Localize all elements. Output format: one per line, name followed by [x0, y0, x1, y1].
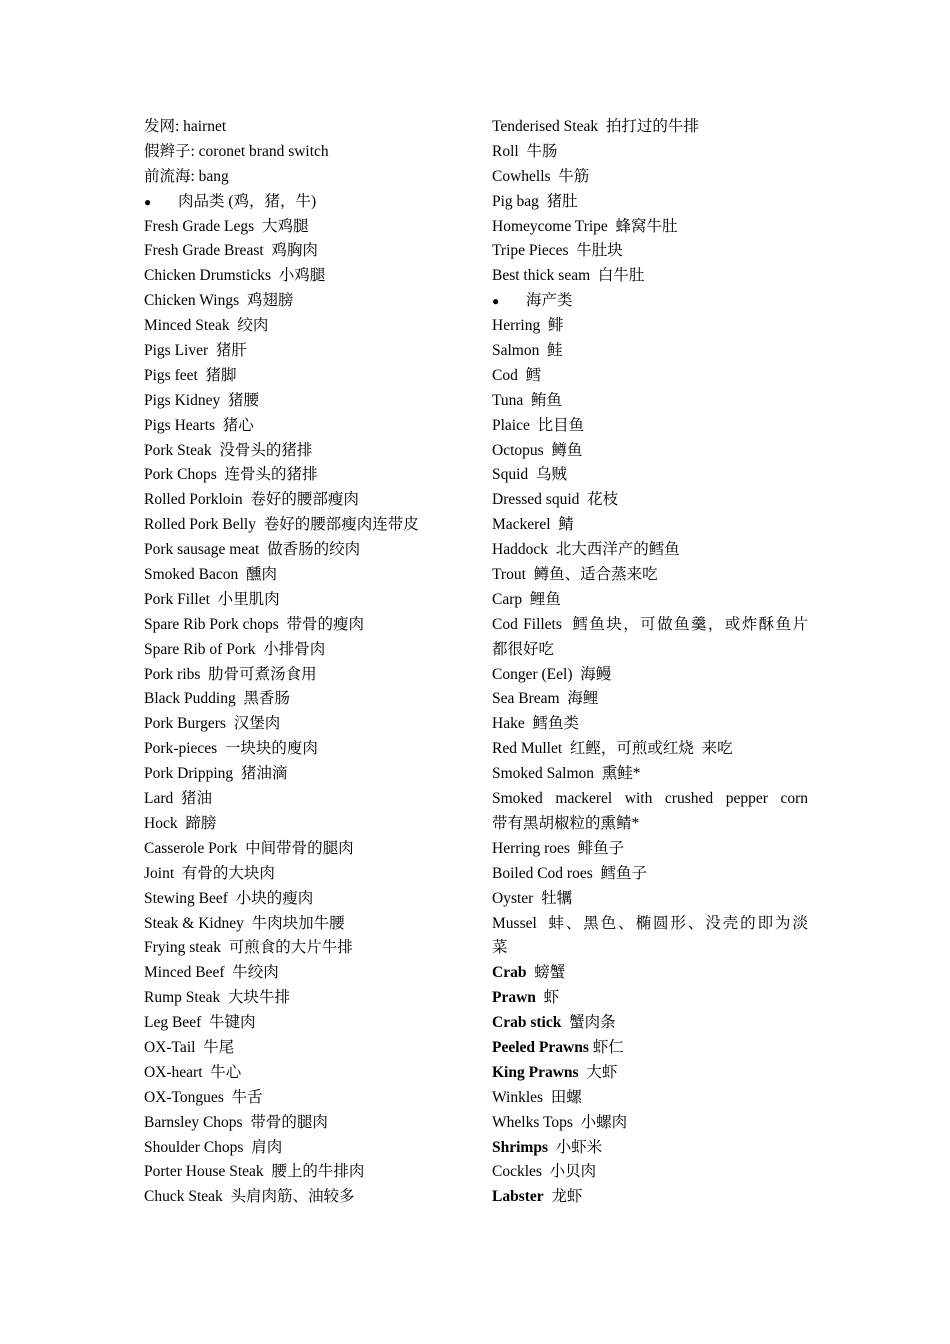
right-column — [492, 115, 808, 1210]
vocab-entry-fresh-grade-breast: Fresh Grade Breast 鸡胸肉 — [144, 242, 318, 260]
vocab-entry-spare-rib-of-pork: Spare Rib of Pork 小排骨肉 — [144, 640, 326, 658]
vocab-entry-shrimps — [492, 1136, 808, 1161]
vocab-entry-cod-fillets: Cod Fillets 鳕鱼块，可做鱼羹，或炸酥鱼片 — [492, 615, 808, 633]
vocab-entry-shoulder-chops: Shoulder Chops 肩肉 — [144, 1138, 283, 1156]
vocab-translation: 虾仁 — [588, 1038, 624, 1056]
vocab-entry-smoked-mackerel-with-crushed-pepper-corn: Smoked mackerel with crushed pepper corn — [492, 790, 808, 808]
vocab-entry-dressed-squid: Dressed squid 花枝 — [492, 491, 619, 509]
vocab-translation: 螃蟹 — [526, 964, 566, 982]
vocab-entry-continuation: 都很好吃 — [492, 640, 555, 658]
vocab-entry-coronet-brand-switch: 假辫子: coronet brand switch — [144, 142, 329, 160]
vocab-entry-rolled-pork-belly: Rolled Pork Belly 卷好的腰部瘦肉连带皮 — [144, 516, 419, 534]
vocab-entry-pigs-liver: Pigs Liver 猪肝 — [144, 342, 247, 360]
vocab-entry-oyster: Oyster 牡犡 — [492, 889, 573, 907]
vocab-entry-conger-eel: Conger (Eel) 海鳗 — [492, 665, 612, 683]
vocab-entry-rolled-porkloin: Rolled Porkloin 卷好的腰部瘦肉 — [144, 491, 359, 509]
vocab-entry-minced-beef: Minced Beef 牛绞肉 — [144, 964, 279, 982]
vocab-entry-spare-rib-pork-chops: Spare Rib Pork chops 带骨的瘦肉 — [144, 615, 365, 633]
vocab-entry-roll: Roll 牛肠 — [492, 142, 558, 160]
vocab-entry-peeled-prawns — [492, 1036, 808, 1061]
vocab-entry-chicken-drumsticks: Chicken Drumsticks 小鸡腿 — [144, 267, 326, 285]
vocab-term-bold: Crab — [492, 964, 527, 982]
vocab-entry-ox-tongues: OX-Tongues 牛舌 — [144, 1088, 263, 1106]
vocab-translation: 虾 — [535, 989, 560, 1007]
vocab-entry-pigs-hearts: Pigs Hearts 猪心 — [144, 416, 254, 434]
vocab-entry-red-mullet: Red Mullet 红鲣，可煎或红烧 来吃 — [492, 740, 733, 758]
section-heading — [492, 289, 808, 314]
vocab-entry-leg-beef: Leg Beef 牛键肉 — [144, 1014, 256, 1032]
vocab-entry-casserole-pork: Casserole Pork 中间带骨的腿肉 — [144, 839, 354, 857]
vocab-entry-pork-sausage-meat: Pork sausage meat 做香肠的绞肉 — [144, 541, 361, 559]
vocab-entry-octopus: Octopus 鳟鱼 — [492, 441, 583, 459]
vocab-entry-herring-roes: Herring roes 鲱鱼子 — [492, 839, 625, 857]
vocab-entry-mackerel: Mackerel 鲭 — [492, 516, 574, 534]
vocab-translation: 小虾米 — [548, 1138, 603, 1156]
vocab-entry-herring: Herring 鲱 — [492, 317, 564, 335]
vocab-entry-ox-heart: OX-heart 牛心 — [144, 1063, 242, 1081]
vocab-entry-black-pudding: Black Pudding 黑香肠 — [144, 690, 290, 708]
vocab-entry-pigs-feet: Pigs feet 猪脚 — [144, 366, 237, 384]
vocab-term-bold: Shrimps — [492, 1138, 548, 1156]
vocab-entry-tuna: Tuna 鲔鱼 — [492, 391, 563, 409]
vocab-entry-crab-stick — [492, 1011, 808, 1036]
vocab-term-bold: King Prawns — [492, 1063, 579, 1081]
vocab-entry-joint: Joint 有骨的大块肉 — [144, 864, 275, 882]
vocab-entry-bang: 前流海: bang — [144, 167, 229, 185]
vocab-entry-tenderised-steak: Tenderised Steak 拍打过的牛排 — [492, 118, 699, 135]
vocab-entry-smoked-bacon: Smoked Bacon 醺肉 — [144, 566, 278, 584]
vocab-entry-best-thick-seam: Best thick seam 白牛肚 — [492, 267, 645, 285]
vocab-entry-winkles: Winkles 田螺 — [492, 1088, 582, 1106]
vocab-entry-pork-steak: Pork Steak 没骨头的猪排 — [144, 441, 313, 459]
vocab-entry-king-prawns — [492, 1061, 808, 1086]
vocab-entry-squid: Squid 乌贼 — [492, 466, 567, 484]
vocab-entry-whelks-tops: Whelks Tops 小螺肉 — [492, 1113, 628, 1131]
vocab-entry-minced-steak: Minced Steak 绞肉 — [144, 317, 269, 335]
vocab-entry-ox-tail: OX-Tail 牛尾 — [144, 1038, 235, 1056]
vocab-entry-chicken-wings: Chicken Wings 鸡翅膀 — [144, 292, 294, 310]
vocab-entry-lard: Lard 猪油 — [144, 790, 213, 808]
left-column — [144, 115, 474, 1210]
vocab-entry-hock: Hock 蹄膀 — [144, 814, 217, 832]
vocab-entry-chuck-steak: Chuck Steak 头肩肉筋、油较多 — [144, 1188, 355, 1206]
vocab-entry-cockles: Cockles 小贝肉 — [492, 1163, 597, 1181]
vocab-entry-porter-house-steak: Porter House Steak 腰上的牛排肉 — [144, 1163, 365, 1181]
vocab-entry-frying-steak: Frying steak 可煎食的大片牛排 — [144, 939, 353, 957]
vocab-entry-pork-burgers: Pork Burgers 汉堡肉 — [144, 715, 281, 733]
vocab-translation: 蟹肉条 — [561, 1014, 616, 1032]
vocab-entry-pork-ribs: Pork ribs 肋骨可煮汤食用 — [144, 665, 317, 683]
vocab-entry-steak-kidney: Steak & Kidney 牛肉块加牛腰 — [144, 914, 345, 932]
vocab-entry-sea-bream: Sea Bream 海鲤 — [492, 690, 599, 708]
vocab-entry-pork-pieces: Pork-pieces 一块块的廋肉 — [144, 740, 318, 758]
vocab-term-bold: Labster — [492, 1188, 544, 1206]
vocab-entry-barnsley-chops: Barnsley Chops 带骨的腿肉 — [144, 1113, 328, 1131]
vocab-entry-tripe-pieces: Tripe Pieces 牛肚块 — [492, 242, 623, 260]
vocab-entry-haddock: Haddock 北大西洋产的鳕鱼 — [492, 541, 680, 559]
vocab-term-bold: Prawn — [492, 989, 536, 1007]
vocab-entry-pork-chops: Pork Chops 连骨头的猪排 — [144, 466, 318, 484]
vocab-entry-pigs-kidney: Pigs Kidney 猪腰 — [144, 391, 259, 409]
bullet-icon: ● — [492, 294, 500, 309]
bullet-icon: ● — [144, 194, 152, 209]
vocab-entry-labster — [492, 1185, 808, 1210]
vocab-entry-cod: Cod 鳕 — [492, 366, 542, 384]
vocab-translation: 龙虾 — [543, 1188, 583, 1206]
vocab-entry-homeycome-tripe: Homeycome Tripe 蜂窝牛肚 — [492, 217, 678, 235]
vocab-entry-plaice: Plaice 比目鱼 — [492, 416, 585, 434]
vocab-entry-hake: Hake 鳕鱼类 — [492, 715, 579, 733]
vocab-entry-mussel: Mussel 蚌、黑色、椭圆形、没壳的即为淡 — [492, 914, 808, 932]
vocab-entry-salmon: Salmon 鲑 — [492, 342, 563, 360]
vocab-translation: 大虾 — [578, 1063, 618, 1081]
vocab-entry-crab — [492, 961, 808, 986]
vocab-entry-trout: Trout 鳟鱼、适合蒸来吃 — [492, 566, 658, 584]
vocab-term-bold: Crab stick — [492, 1014, 562, 1032]
vocab-entry-fresh-grade-legs: Fresh Grade Legs 大鸡腿 — [144, 217, 309, 235]
vocab-term-bold: Peeled Prawns — [492, 1038, 589, 1056]
vocab-entry-pig-bag: Pig bag 猪肚 — [492, 192, 578, 210]
vocab-entry-boiled-cod-roes: Boiled Cod roes 鳕鱼子 — [492, 864, 647, 882]
vocab-entry-rump-steak: Rump Steak 大块牛排 — [144, 989, 290, 1007]
section-heading — [144, 190, 474, 215]
vocab-entry-stewing-beef: Stewing Beef 小块的瘦肉 — [144, 889, 314, 907]
vocab-entry-pork-fillet: Pork Fillet 小里肌肉 — [144, 590, 280, 608]
vocab-entry-continuation: 菜 — [492, 939, 508, 957]
vocab-entry-smoked-salmon: Smoked Salmon 熏鲑* — [492, 765, 641, 783]
vocab-entry-hairnet: 发网: hairnet — [144, 118, 227, 135]
vocab-entry-carp: Carp 鲤鱼 — [492, 590, 561, 608]
vocab-entry-cowhells: Cowhells 牛筋 — [492, 167, 590, 185]
section-heading-text: 海产类 — [526, 292, 573, 310]
vocab-entry-pork-dripping: Pork Dripping 猪油滴 — [144, 765, 288, 783]
section-heading-text: 肉品类 (鸡，猪，牛) — [178, 192, 317, 210]
vocab-entry-prawn — [492, 986, 808, 1011]
vocab-entry-continuation: 带有黑胡椒粒的熏鲭* — [492, 814, 640, 832]
